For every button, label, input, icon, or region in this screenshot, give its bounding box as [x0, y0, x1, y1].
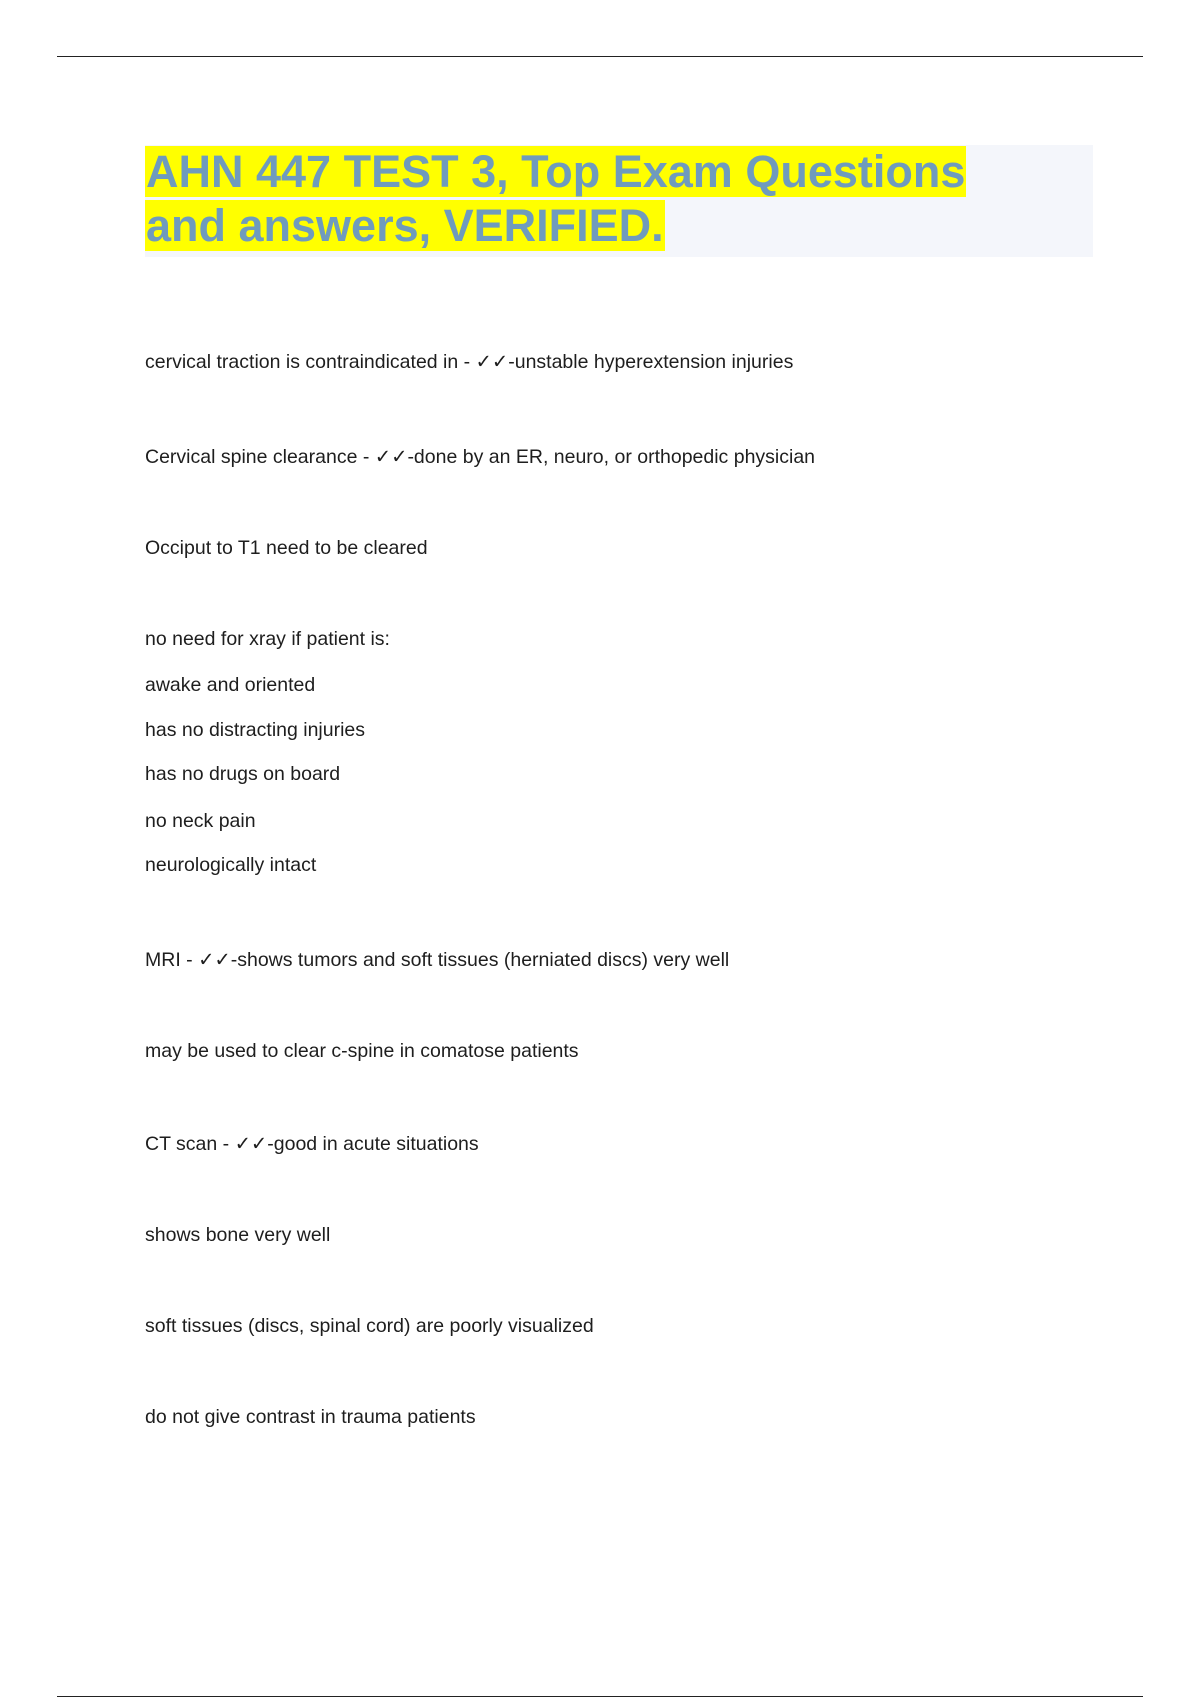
qa-line: MRI - ✓✓-shows tumors and soft tissues (herniated discs) very well	[145, 949, 730, 971]
qa-line: Cervical spine clearance - ✓✓-done by an ER, neuro, or orthopedic physician	[145, 446, 816, 468]
text-line: no need for xray if patient is:	[145, 628, 390, 650]
list-item: has no drugs on board	[145, 763, 341, 785]
list-item: no neck pain	[145, 810, 256, 832]
text-line: soft tissues (discs, spinal cord) are poorly visualized	[145, 1315, 594, 1337]
qa-line: cervical traction is contraindicated in - ✓✓-unstable hyperextension injuries	[145, 351, 794, 373]
top-rule	[57, 56, 1143, 57]
list-item: awake and oriented	[145, 674, 316, 696]
qa-line: CT scan - ✓✓-good in acute situations	[145, 1133, 479, 1155]
text-line: may be used to clear c-spine in comatose patients	[145, 1040, 579, 1062]
title-block	[145, 145, 1093, 257]
title-highlight: AHN 447 TEST 3, Top Exam Questions and answers, VERIFIED.	[146, 146, 966, 251]
list-item: neurologically intact	[145, 854, 317, 876]
bottom-rule	[57, 1696, 1143, 1697]
document-title	[145, 145, 1045, 253]
text-line: shows bone very well	[145, 1224, 331, 1246]
list-item: has no distracting injuries	[145, 719, 366, 741]
text-line: Occiput to T1 need to be cleared	[145, 537, 428, 559]
text-line: do not give contrast in trauma patients	[145, 1406, 476, 1428]
